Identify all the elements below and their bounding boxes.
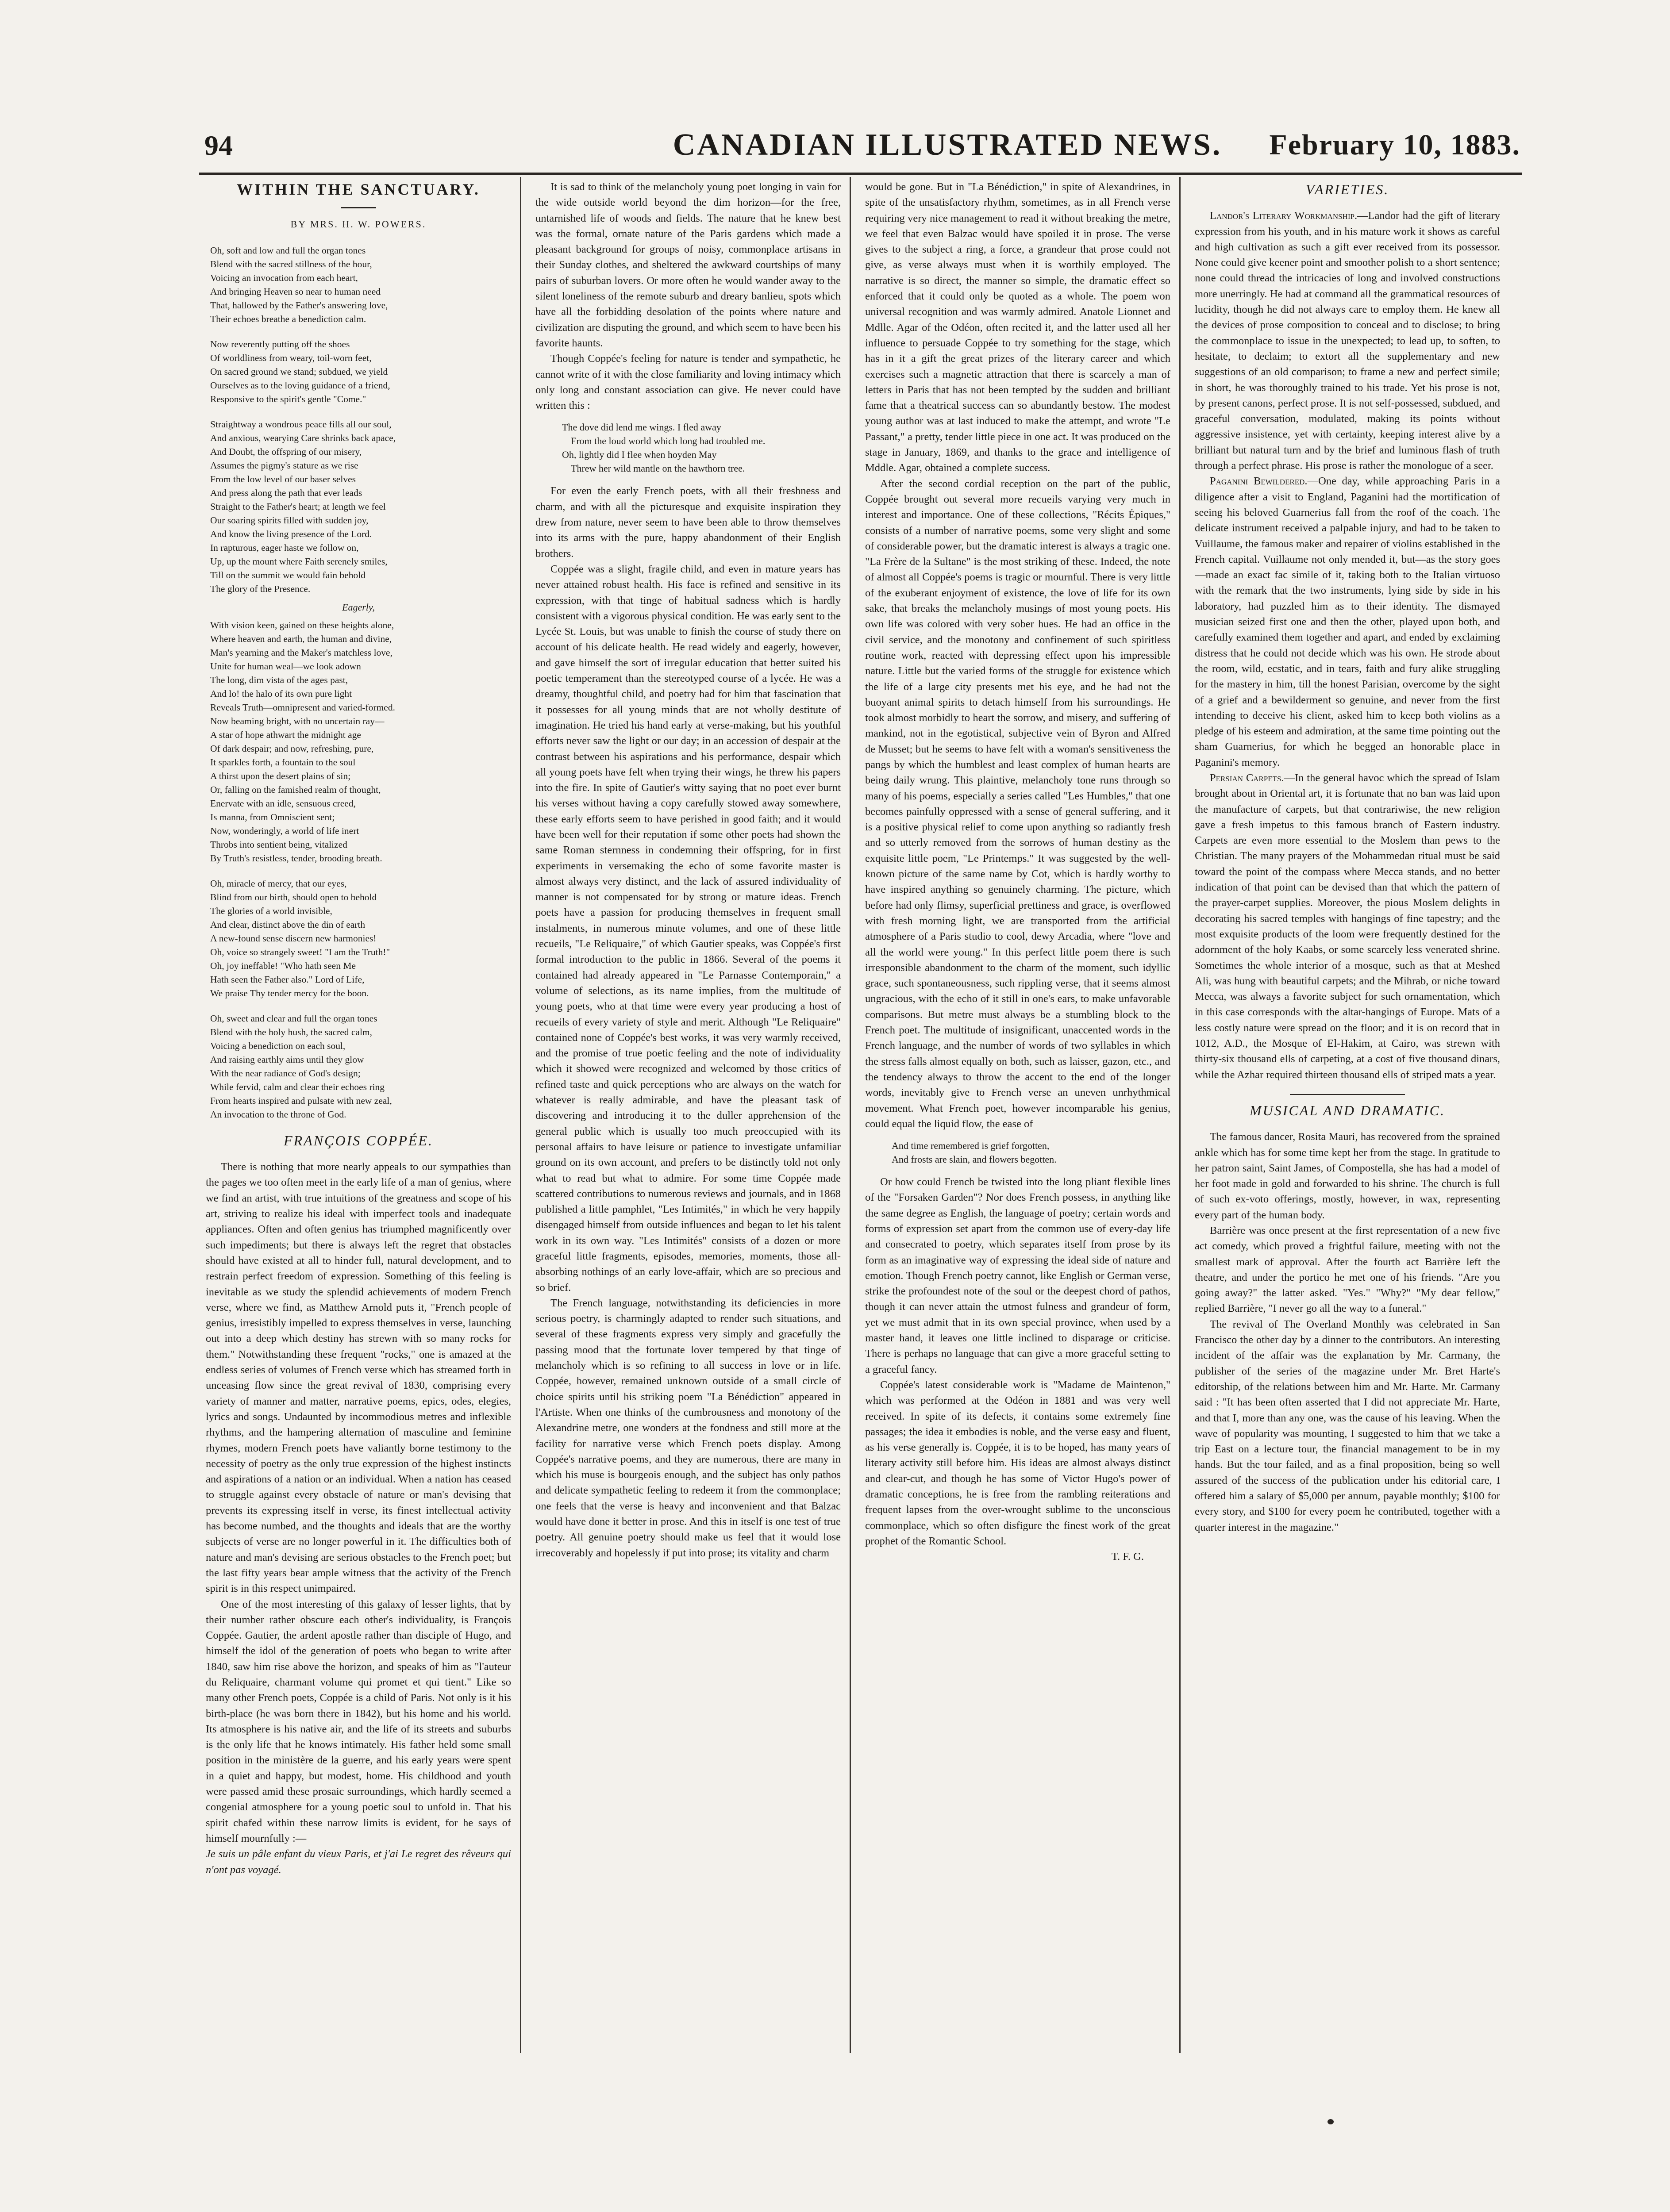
header-rule (199, 173, 1522, 175)
section-title: MUSICAL AND DRAMATIC. (1250, 1102, 1445, 1118)
variety-item: Paganini Bewildered.—One day, while approaching Paris in a diligence after a visit to England, Paganini had the mortification of seeing his beloved Guarnerius fall from the roof of the coach. The delicate instrument received a palpable injury, and had to be taken to Vuillaume, the famous maker and repairer of violins established in the French capital. Vuillaume not only mended it, but—as the story goes—made an exact fac simile of it, taking both to the Italian virtuoso with the remark that the two instruments, lying side by side in his laboratory, had puzzled him as to their identity. The dismayed musician seized first one and then the other, played upon both, and carefully examined them together and apart, and ended by exclaiming distress that he could not decide which was his own. He strode about the room, wild, ecstatic, and in tears, faith and fury alike struggling for the mastery in him, till the honest Parisian, overcome by the sight of a grief and a bewilderment so genuine, and never from the first intending to deceive his client, asked him to keep both violins as a pledge of his esteem and admiration, at the same time pointing out the sham Guarnerius, for which he begged an honorable place in Paganini's memory. (1195, 475, 1500, 768)
column-divider (1179, 177, 1181, 2053)
article-paragraph: It is sad to think of the melancholy young poet longing in vain for the wide outside world beyond the dim horizon—for the free, untarnished life of woods and fields. The nature that he knew best was the formal, ornate nature of the Paris gardens which made a pleasant background for groups of noisy, commonplace artisans in their Sunday clothes, and sheltered the awkward courtships of many pairs of suburban lovers. Or more often he would wander away to the silent loneliness of the remote suburb and dreary banlieu, spots which have all the forbidding desolation of the points where nature and civilization are disputing the ground, and which seem to have been his favorite haunts. (535, 181, 841, 349)
poem-stanza: Oh, soft and low and full the organ tones Blend with the sacred stillness of the hour, Voicing an invocation from each heart, And bringing Heaven so near to human need That, hallowed by the Father's answering love, Their echoes breathe a benediction calm. (210, 245, 388, 324)
article-paragraph: For even the early French poets, with all their freshness and charm, and with all the picturesque and exquisite inspiration they drew from nature, never seem to have been able to throw themselves into its arms with the pure, happy abandonment of their English brothers. (535, 485, 841, 560)
article-paragraph: Coppée was a slight, fragile child, and even in mature years has never attained robust health. His face is refined and sensitive in its expression, with that tinge of habitual sadness which is hardly consistent with a vigorous physical condition. He was early sent to the Lycée St. Louis, but was unable to finish the course of study there on account of his delicate health. He read widely and eagerly, however, and gave himself the sort of irregular education that better suited his poetic temperament than the stereotyped course of a lycée. He was a dreamy, thoughtful child, and poetry had for him that fascination that it possesses for all young minds that are not wholly destitute of imagination. He tried his hand early at verse-making, but his youthful efforts never saw the light or our day; in an accession of despair at the contrast between his aspirations and his performance, despair which all young poets have felt when trying their wings, he threw his papers into the fire. In spite of Gautier's witty saying that no poet ever burnt his verses without having a copy carefully stowed away somewhere, these early efforts seem to have perished in good faith; and it would have been well for their reputation if some other poets had shown the same Roman sternness in condemning their offspring, for in first experiments in versemaking the echo of some favorite master is almost always very distinct, and the lack of assured individuality of manner is not compensated for by strong or mature ideas. French poets have a passion for producing themselves in frequent small instalments, in numerous minute volumes, and one of these little recueils, "Le Reliquaire," of which Gautier speaks, was Coppée's first formal introduction to the public in 1866. Several of the poems it contained had already appeared in "Le Parnasse Contemporain," a volume of selections, as its name implies, from the multitude of young poets, who at that time were every year producing a host of recueils of every variety of style and merit. Although "Le Reliquaire" contained none of Coppée's best works, it was very warmly received, and the promise of true poetic feeling and the note of individuality which it showed were recognized and welcomed by those critics of refined taste and quick perceptions who are always on the watch for whatever is really admirable, and have the pleasant task of discovering and introducing it to the duller apprehension of the general public which is usually too much preoccupied with its personal affairs to have leisure or patience to investigate unfamiliar ground on its own account, and prefers to be distinctly told not only what to read but what to admire. For some time Coppée made scattered contributions to numerous reviews and journals, and in 1868 published a little pamphlet, "Les Intimités," in which he very happily disengaged himself from outside influences and began to let his talent work in its own way. "Les Intimités" consists of a dozen or more graceful little fragments, episodes, memories, moments, those all-absorbing nothings of an early love-affair, which are so precious and so brief. (535, 563, 841, 1294)
article-paragraph: Or how could French be twisted into the long pliant flexible lines of the "Forsaken Garden"? Nor does French possess, in anything like the same degree as English, the language of poetry; certain words and forms of expression set apart from the common use of every-day life and consecrated to poetry, which separates itself from prose by its form as an imaginative way of expressing the ideal side of nature and emotion. Though French poetry cannot, like English or German verse, strike the profoundest note of the soul or the deepest chord of pathos, though it can never attain the utmost fulness and grandeur of form, yet we must admit that in its own special province, when used by a master hand, it leaves one little inclined to disparage or criticise. There is perhaps no language that can give a more graceful setting to a graceful fancy. (865, 1176, 1170, 1375)
poem-stanza: Now reverently putting off the shoes Of worldliness from weary, toil-worn feet, On sacred ground we stand; subdued, we yield Ourselves as to the loving guidance of a friend, Responsive to the spirit's gentle "Come." (210, 338, 390, 404)
section-title: VARIETIES. (1305, 181, 1389, 197)
quoted-verse: The dove did lend me wings. I fled away From the loud world which long had troubled me. Oh, lightly did I flee when hoyden May Threw her wild mantle on the hawthorn tree. (562, 422, 766, 474)
column-divider (850, 177, 851, 2053)
variety-item: Persian Carpets.—In the general havoc which the spread of Islam brought about in Oriental art, it is fortunate that no ban was laid upon the manufacture of carpets, but that contrariwise, the new religion gave a fresh impetus to this famous branch of Eastern industry. Carpets are even more essential to the Moslem than pews to the Christian. The many prayers of the Mohammedan ritual must be said toward the point of the compass where Mecca stands, and no better indication of that point can be devised than that which the pattern of the prayer-carpet supplies. Moreover, the pious Moslem delights in decorating his sacred temples with hangings of fine tapestry; and the most exquisite products of the loom were frequently destined for the adornment of the holy Kaabs, or some scarcely less venerated shrine. Sometimes the whole interior of a mosque, such as that at Meshed Ali, was hung with beautiful carpets; and the Mihrab, or niche toward Mecca, was always a favorite subject for such ornamentation, which in this case corresponds with the altar-hangings of Europe. Mats of a less costly nature were spread on the floor; and it is on record that in 1012, A.D., the Mosque of El-Hakim, at Cairo, was strewn with thirty-six thousand ells of carpeting, at a cost of five thousand dinars, while the Azhar required thirteen thousand ells of striped mats a year. (1195, 772, 1500, 1081)
poem-stanza: Straightway a wondrous peace fills all our soul, And anxious, wearying Care shrinks back apace, And Doubt, the offspring of our misery, Assumes the pigmy's stature as we rise From the low level of our baser selves And press along the path that ever leads Straight to the Father's heart; at length we feel Our soaring spirits filled with sudden joy, And know the living presence of the Lord. In rapturous, eager haste we follow on, Up, up the mount where Faith serenely smiles, Till on the summit we would fain behold The glory of the Presence. (210, 419, 396, 594)
poem-stanza: Oh, sweet and clear and full the organ tones Blend with the holy hush, the sacred calm, Voicing a benediction on each soul, And raising earthly aims until they glow With the near radiance of God's design; While fervid, calm and clear their echoes ring From hearts inspired and pulsate with new zeal, An invocation to the throne of God. (210, 1013, 392, 1120)
poem-stanza: With vision keen, gained on these heights alone, Where heaven and earth, the human and divine, Man's yearning and the Maker's matchless love, Unite for human weal—we look adown The long, dim vista of the ages past, And lo! the halo of its own pure light Reveals Truth—omnipresent and varied-formed. Now beaming bright, with no uncertain ray— A star of hope athwart the midnight age Of dark despair; and now, refreshing, pure, It sparkles forth, a fountain to the soul A thirst upon the desert plains of sin; Or, falling on the famished realm of thought, Enervate with an idle, sensuous creed, Is manna, from Omniscient sent; Now, wonderingly, a world of life inert Throbs into sentient being, vitalized By Truth's resistless, tender, brooding breath. (210, 619, 395, 864)
poem-interjection: Eagerly, (342, 601, 375, 613)
item-heading: Paganini Bewildered. (1210, 475, 1308, 488)
article-paragraph: would be gone. But in "La Bénédiction," in spite of Alexandrines, in spite of the unsatisfactory rhythm, sometimes, as in all French verse requiring very nice management to read it without breaking the metre, we feel that even Balzac would have spoiled it in prose. The verse gives to the subject a ring, a force, a grandeur that prose could not give, as verse always must when it is worthily employed. The narrative is so direct, the manner so simple, the dramatic effect so enforced that it could only be quoted as a whole. The poem won universal recognition and was warmly admired. Anatole Lionnet and Mdlle. Agar of the Odéon, often recited it, and the latter used all her influence to persuade Coppée to try something for the stage, which has in it a gift the great prizes of the literary career and which exercises such a magnetic attraction that there is scarcely a man of letters in Paris that has not been tempted by the sudden and brilliant fame that a theatrical success can so abundantly bestow. The modest young author was at last induced to make the attempt, and wrote "Le Passant," a pretty, tender little piece in one act. It was produced on the stage in January, 1869, and thanks to the grace and intelligence of Mddle. Agar, obtained a complete success. (865, 181, 1170, 474)
article-paragraph: Barrière was once present at the first representation of a new five act comedy, which proved a frightful failure, meeting with not the smallest mark of approval. After the fourth act Barrière left the theatre, and under the portico he met one of his friends. "Are you going away?" the latter asked. "Yes." "Why?" "My dear fellow," replied Barrière, "I never go all the way to a funeral." (1195, 1225, 1500, 1315)
column-3 (865, 179, 1170, 2090)
article-paragraph: After the second cordial reception on the part of the public, Coppée brought out several more recueils varying very much in interest and importance. One of these collections, "Récits Épiques," consists of a number of narrative poems, some very slight and some of considerable power, but the dramatic interest is always a tragic one. "La Frère de la Sultane" is the most striking of these. Indeed, the note of almost all Coppée's poems is tragic or mournful. There is very little of the exuberant enjoyment of existence, the love of life for its own sake, that breaks the melancholy musings of most young poets. His own life was colored with very sober hues. He had an office in the civil service, and the monotony and confinement of such spiritless routine work, reacted with depressing effect upon his impressible nature. Little but the varied forms of the struggle for existence which the life of a large city presents met his eye, and he had not the buoyant animal spirits to detach himself from his surroundings. He took almost morbidly to heart the sorrow, and misery, and suffering of mankind, not in the egotistical, subjective vein of Byron and Alfred de Musset; but he seems to have felt with a woman's sensitiveness the pangs by which the humblest and least complex of human hearts are being daily wrung. This plaintive, melancholy tone runs through so many of his poems, especially a series called "Les Humbles," that one becomes painfully oppressed with a sense of general suffering, and it is a positive physical relief to come upon anything so radiantly fresh and so utterly removed from the sorrows of human destiny as the exquisite little poem, "Le Printemps." It was suggested by the well-known picture of the same name by Cot, which is hardly worthy to have inspired anything so genuinely charming. The picture, which before had only flimsy, superficial prettiness and grace, is overflowed with fresh morning light, we are transported from the artificial atmosphere of a Paris studio to cool, dewy Arcadia, where "love and all the world were young." In this perfect little poem there is such irresponsible abandonment to the charm of the moment, such idyllic grace, such spontaneousness, such rippling verse, that it seems almost ungracious, with the echo of it still in one's ears, to make unfavorable comparisons. But metre must always be a stumbling block to the French poet. The multitude of insignificant, unaccented words in the French language, and the number of words of two syllables in which the stress falls almost equally on both, such as laisser, gazon, etc., and the tendency always to throw the accent to the end of the longer words, inevitably give to French verse an uneven unrhythmical movement. What French poet, however incomparable his genius, could equal the liquid flow, the ease of (865, 477, 1170, 1130)
article-paragraph: One of the most interesting of this galaxy of lesser lights, that by their number rather obscure each other's individuality, is François Coppée. Gautier, the ardent apostle rather than disciple of Hugo, and himself the idol of the generation of poets who began to write after 1840, saw him rise above the horizon, and speaks of him as "l'auteur du Reliquaire, charmant volume qui promet et qui tient." Like so many other French poets, Coppée is a child of Paris. Not only is it his birth-place (he was born there in 1842), but his home and his world. Its atmosphere is his native air, and the life of its streets and suburbs is the only life that he knows intimately. His father held some small position in the ministère de la guerre, and his early years were spent in a quiet and happy, but modest, home. His childhood and youth were passed amid these prosaic surroundings, which hardly seemed a congenial atmosphere for a young poetic soul to unfold in. That his spirit chafed within these narrow limits is evident, for he says of himself mournfully :— (206, 1598, 511, 1844)
article-paragraph: There is nothing that more nearly appeals to our sympathies than the pages we too often meet in the early life of a man of genius, where we find an artist, with true intuitions of the greatness and scope of his art, striving to realize his ideal with imperfect tools and inadequate appliances. Often and often genius has triumphed magnificently over such impediments; but there is always left the regret that obstacles should have existed at all to hinder full, natural development, and to restrain perfect freedom of expression. Something of this feeling is inevitable as we study the splendid achievements of modern French verse, where we find, as Matthew Arnold puts it, "French people of genius, irresistibly impelled to express themselves in verse, launching out into a deep which destiny has strewn with so many rocks for them." Notwithstanding these frequent "rocks," one is amazed at the endless series of volumes of French verse which has streamed forth in unceasing flow since the great revival of 1830, comprising every variety of manner and matter, narrative poems, epics, odes, elegies, lyrics and songs. Undaunted by incommodious metres and inflexible rhythms, and the hampering alternation of masculine and feminine rhymes, modern French poets have valiantly borne testimony to the necessity of poetry as the only true expression of the highest instincts and aspirations of a nation or an individual. When a nation has ceased to struggle against every obstacle of nature or man's devising that prevents its expressing itself in verse, its finest intellectual activity has become numbed, and the thoughts and ideals that are the worthy subjects of verse are no longer powerful in it. The difficulties both of nature and man's devising are serious obstacles to the French poet; but the last fifty years bear ample witness that the activity of the French spirit is in this respect unimpaired. (206, 1161, 511, 1595)
poem-byline: BY MRS. H. W. POWERS. (290, 219, 427, 230)
article-paragraph: Though Coppée's feeling for nature is tender and sympathetic, he cannot write of it with the close familiarity and loving intimacy which only long and constant association can give. He never could have written this : (535, 353, 841, 412)
section-rule (1290, 1094, 1405, 1095)
article-title: FRANÇOIS COPPÉE. (284, 1132, 433, 1148)
issue-date: February 10, 1883. (1269, 129, 1520, 161)
column-divider (520, 177, 521, 2053)
article-paragraph: The French language, notwithstanding its deficiencies in more serious poetry, is charmingly adapted to render such situations, and several of these fragments express very simply and gracefully the passing mood that the fortunate lover tempered by that tinge of melancholy which is so refining to all success in love or in life. Coppée, however, remained unknown outside of a small circle of choice spirits until his striking poem "La Bénédiction" appeared in l'Artiste. When one thinks of the cumbrousness and monotony of the Alexandrine metre, one wonders at the fondness and still more at the facility for narrative verse which French poets display. Among Coppée's narrative poems, and they are numerous, there are many in which his muse is bourgeois enough, and the subject has only pathos and delicate sympathetic feeling to redeem it from the commonplace; one feels that the verse is heavy and inconvenient and that Balzac would have done it better in prose. And this in itself is one test of true poetry. All genuine poetry should make us feel that it would lose irrecoverably and hopelessly if put into prose; its vitality and charm (535, 1297, 841, 1559)
item-heading: Landor's Literary Workmanship. (1210, 210, 1358, 222)
column-1 (206, 179, 511, 2090)
column-4 (1195, 179, 1500, 2090)
ornament-dot (1328, 2119, 1334, 2124)
article-paragraph: The revival of The Overland Monthly was celebrated in San Francisco the other day by a dinner to the contributors. An interesting incident of the affair was the explanation by Mr. Carmany, the publisher of the series of the magazine under Mr. Bret Harte's editorship, of the relations between him and Mr. Harte. Mr. Carmany said : "It has been often asserted that I did not appreciate Mr. Harte, and that I, more than any one, was the cause of his leaving. When the wave of popularity was mounting, I suggested to him that we take a trip East on a lecture tour, the financial management to be in my hands. But the tour failed, and as a final proposition, being so well assured of the success of the publication under his editorial care, I offered him a salary of $5,000 per annum, payable monthly; $100 for every story, and $100 for every poem he contributed, together with a quarter interest in the magazine." (1195, 1318, 1500, 1533)
article-paragraph: Coppée's latest considerable work is "Madame de Maintenon," which was performed at the Odéon in 1881 and was very well received. In spite of its defects, it contains some extremely fine passages; the idea it embodies is noble, and the verse easy and fluent, as his verse generally is. Coppée, it is to be hoped, has many years of literary activity still before him. His ideas are almost always distinct and clear-cut, and though he has some of Victor Hugo's power of dramatic conceptions, he is free from the rambling reiterations and frequent lapses from the over-wrought sublime to the unconscious commonplace, which so often disfigure the finest work of the great prophet of the Romantic School. (865, 1379, 1170, 1547)
masthead: CANADIAN ILLUSTRATED NEWS. (673, 128, 1222, 162)
variety-item: Landor's Literary Workmanship.—Landor had the gift of literary expression from his youth, and in his mature work it shows as careful and high cultivation as such a gift ever received from its possessor. None could give keener point and smoother polish to a short sentence; none could thread the intricacies of long and involved constructions more unerringly. He had at command all the grammatical resources of lucidity, though he did not always care to employ them. He knew all the devices of prose composition to conceal and to disclose; to bring the commonplace to issue in the unexpected; to lead up, to soften, to hesitate, to declaim; to extort all the supplementary and new suggestions of an old comparison; to frame a new and perfect simile; in short, he was thoroughly trained to his trade. Yet his prose is not, by present canons, perfect prose. It is not self-possessed, subdued, and graceful conversation, modulated, making its points without aggressive insistence, yet with certainty, keeping interest alive by a brilliant but natural turn and by the brief and luminous flash of truth through a perfect phrase. His prose is rather the monologue of a seer. (1195, 210, 1500, 472)
page-number: 94 (204, 130, 233, 161)
article-signature: T. F. G. (1111, 1551, 1144, 1563)
column-2 (535, 179, 841, 2090)
page-header (197, 123, 1670, 172)
poem-stanza: Oh, miracle of mercy, that our eyes, Blind from our birth, should open to behold The glories of a world invisible, And clear, distinct above the din of earth A new-found sense discern new harmonies! Oh, voice so strangely sweet! "I am the Truth!" Oh, joy ineffable! "Who hath seen Me Hath seen the Father also." Lord of Life, We praise Thy tender mercy for the boon. (210, 878, 390, 998)
french-quotation: Je suis un pâle enfant du vieux Paris, et j'ai Le regret des rêveurs qui n'ont pas voyagé. (206, 1848, 511, 1876)
title-rule (341, 207, 376, 208)
quoted-verse: And time remembered is grief forgotten, And frosts are slain, and flowers begotten. (892, 1140, 1057, 1165)
article-paragraph: The famous dancer, Rosita Mauri, has recovered from the sprained ankle which has for some time kept her from the stage. In gratitude to her patron saint, Saint James, of Compostella, she has had a model of her foot made in gold and forwarded to his shrine. The church is full of such ex-voto offerings, mostly, however, in wax, representing every part of the human body. (1195, 1131, 1500, 1221)
poem-title: WITHIN THE SANCTUARY. (237, 180, 480, 198)
item-heading: Persian Carpets. (1210, 772, 1284, 784)
